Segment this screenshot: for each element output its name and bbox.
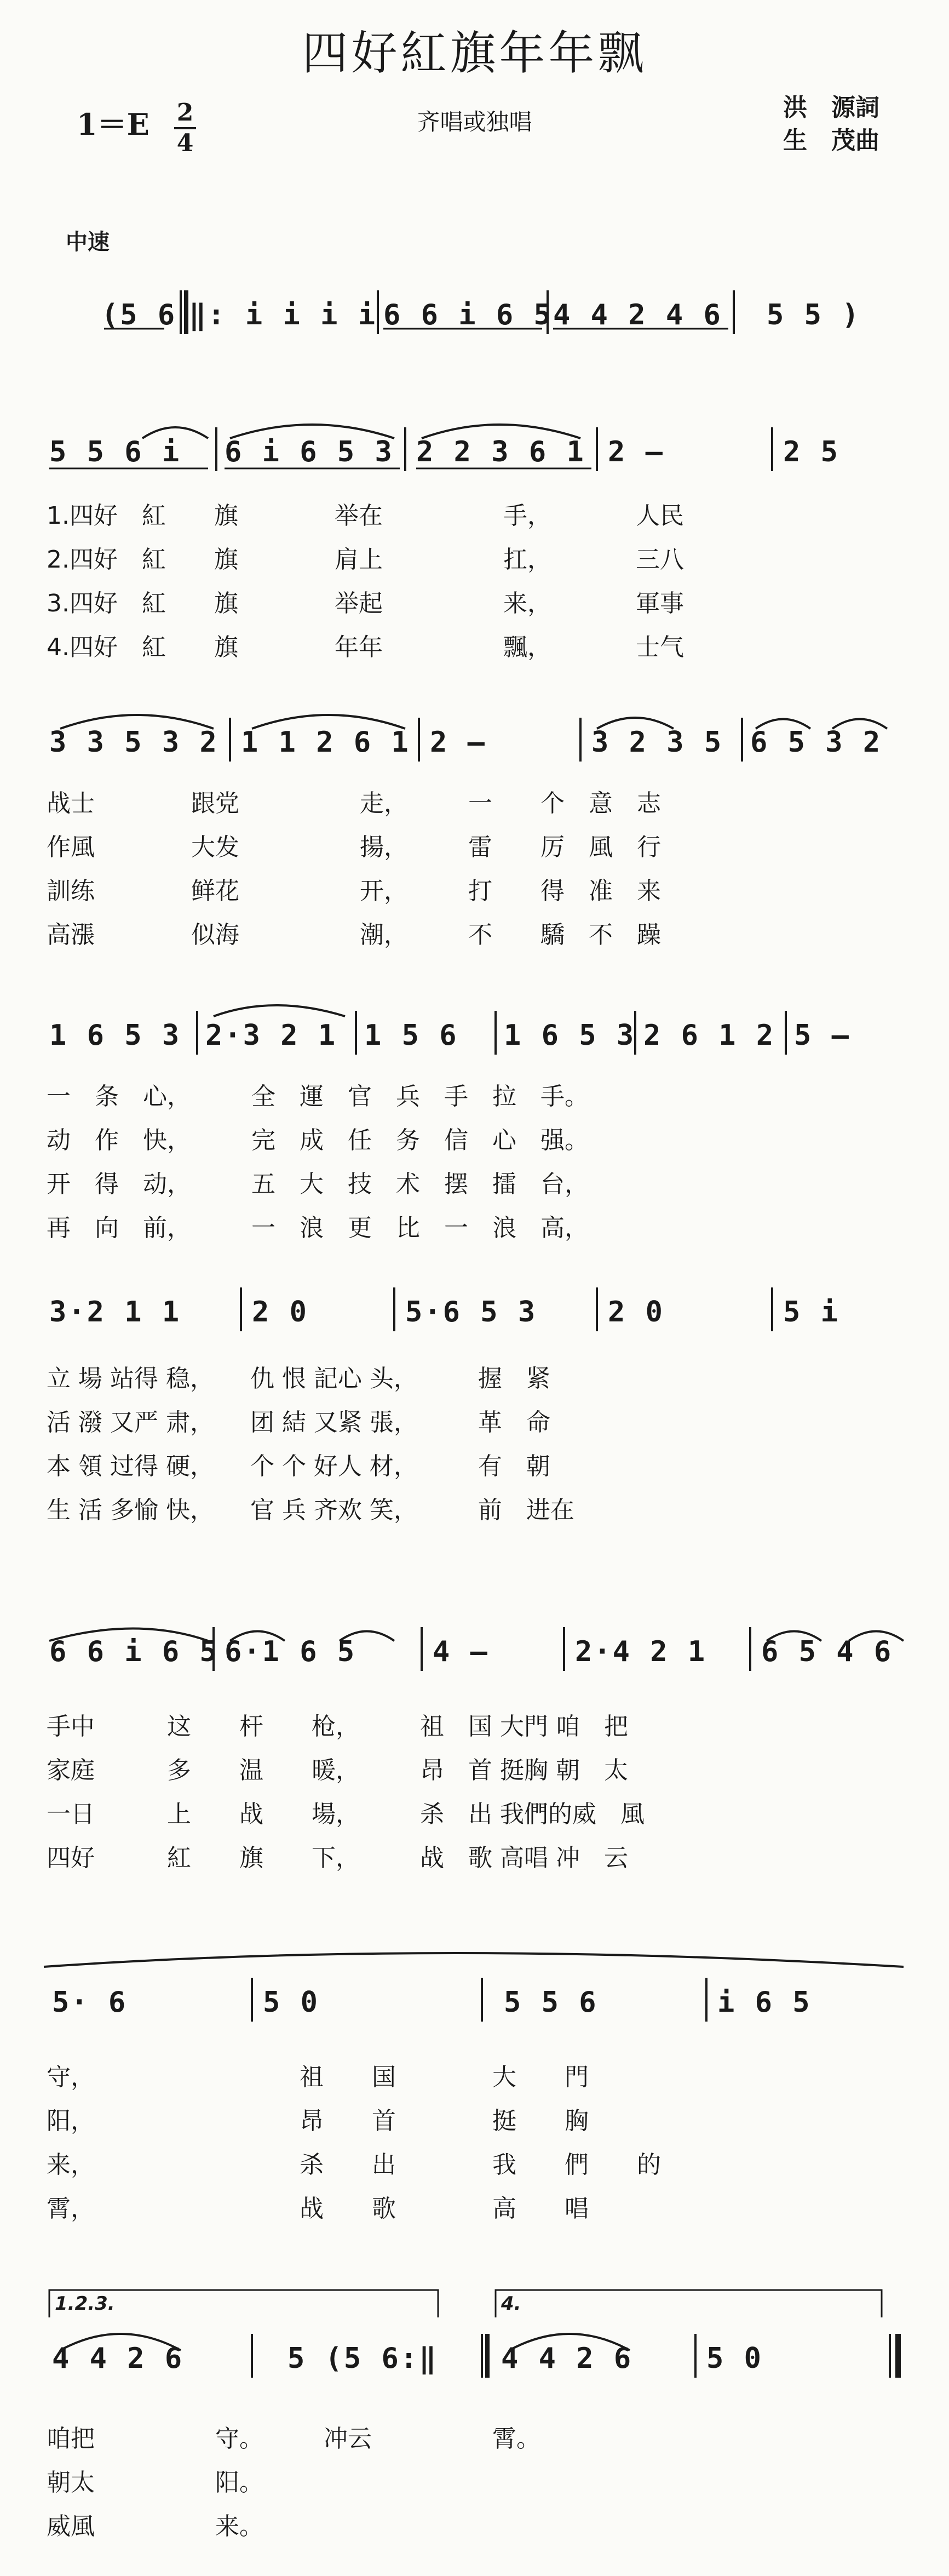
s1-lyric-3: 3.四好 紅 旗 举起 来， 軍事: [47, 589, 684, 617]
s6-measure-2: 5 0: [263, 1986, 319, 2019]
s3-lyric-3: 开 得 动， 五 大 技 术 摆 擂 台，: [47, 1170, 589, 1198]
s5-measure-3: 4 —: [433, 1635, 489, 1668]
s7-lyric-1: 咱把 守。 冲云 霄。: [47, 2425, 540, 2453]
intro-measure-3: 6 6 i 6 5: [383, 299, 553, 331]
s7-lyric-3: 威風 来。: [47, 2512, 263, 2540]
s1-measure-1: 5 5 6 i: [49, 436, 181, 468]
s3-lyric-4: 再 向 前， 一 浪 更 比 一 浪 高，: [47, 1214, 589, 1242]
s7-measure-1: 4 4 2 6: [52, 2342, 184, 2375]
s5-lyric-1: 手中 这 杆 枪， 祖 国 大門 咱 把: [47, 1713, 628, 1741]
s4-lyric-3: 本 領 过得 硬， 个 个 好人 材， 有 朝: [47, 1452, 550, 1480]
s1-measure-5: 2 5: [783, 436, 839, 468]
s2-measure-5: 6 5 3 2: [750, 726, 882, 759]
s1-measure-2: 6 i 6 5 3: [225, 436, 394, 468]
s4-measure-2: 2 0: [252, 1296, 308, 1329]
s3-measure-1: 1 6 5 3: [49, 1019, 181, 1052]
volta-final-ending: 4.: [501, 2293, 521, 2315]
s5-lyric-2: 家庭 多 温 暖， 昂 首 挺胸 朝 太: [47, 1756, 628, 1784]
s6-lyric-4: 霄， 战 歌 高 唱: [47, 2195, 589, 2223]
s3-measure-6: 5 —: [794, 1019, 850, 1052]
s3-measure-2: 2·3 2 1: [205, 1019, 337, 1052]
slur: [214, 1005, 345, 1016]
time-signature-bottom: 4: [176, 129, 194, 157]
time-signature-top: 2: [176, 99, 194, 127]
volta-first-ending: 1.2.3.: [55, 2293, 115, 2315]
s4-measure-1: 3·2 1 1: [49, 1296, 181, 1329]
lyricist-credit: 洪 源詞: [783, 94, 879, 122]
s3-lyric-2: 动 作 快， 完 成 任 务 信 心 强。: [47, 1126, 589, 1154]
s2-measure-4: 3 2 3 5: [591, 726, 723, 759]
intro-measure-5: 5 5 ): [767, 299, 861, 331]
slur: [44, 1953, 904, 1967]
s2-measure-3: 2 —: [430, 726, 486, 759]
s2-lyric-1: 战士 跟党 走， 一 个 意 志: [47, 789, 661, 817]
s6-measure-3: 5 5 6: [504, 1986, 598, 2019]
s6-lyric-3: 来， 杀 出 我 們 的: [47, 2151, 661, 2179]
performance-note: 齐唱或独唱: [417, 108, 532, 135]
s1-lyric-2: 2.四好 紅 旗 肩上 扛， 三八: [47, 546, 684, 574]
s1-lyric-1: 1.四好 紅 旗 举在 手， 人民: [47, 502, 684, 530]
s4-lyric-1: 立 場 站得 稳， 仇 恨 記心 头， 握 紧: [47, 1365, 550, 1393]
s6-lyric-2: 阳， 昂 首 挺 胸: [47, 2107, 589, 2135]
s1-lyric-4: 4.四好 紅 旗 年年 飄， 士气: [47, 633, 684, 661]
s4-measure-5: 5 i: [783, 1296, 839, 1329]
s2-measure-2: 1 1 2 6 1: [241, 726, 410, 759]
volta-bracket-2: [496, 2290, 882, 2317]
s4-lyric-2: 活 潑 又严 肃， 团 結 又紧 張， 革 命: [47, 1409, 550, 1436]
s7-measure-2: 5 (5 6:‖: [287, 2342, 438, 2375]
s3-measure-3: 1 5 6: [364, 1019, 458, 1052]
s4-lyric-4: 生 活 多愉 快， 官 兵 齐欢 笑， 前 进在: [47, 1496, 574, 1524]
s2-lyric-2: 作風 大发 揚， 雷 厉 風 行: [47, 833, 661, 861]
s2-lyric-4: 高漲 似海 潮， 不 驕 不 躁: [47, 921, 661, 949]
composer-credit: 生 茂曲: [783, 127, 879, 154]
tempo-marking: 中速: [66, 230, 110, 255]
s5-measure-2: 6·1 6 5: [225, 1635, 356, 1668]
s3-measure-5: 2 6 1 2: [643, 1019, 775, 1052]
s5-measure-5: 6 5 4 6: [761, 1635, 893, 1668]
s2-measure-1: 3 3 5 3 2: [49, 726, 218, 759]
s6-measure-1: 5· 6: [52, 1986, 128, 2019]
key-signature: 1＝E: [77, 107, 149, 142]
s5-lyric-3: 一日 上 战 場， 杀 出 我們的威 風: [47, 1800, 645, 1828]
s7-measure-3: 4 4 2 6: [501, 2342, 633, 2375]
intro-measure-2: ‖: i i i i: [189, 299, 377, 331]
s3-lyric-1: 一 条 心， 全 運 官 兵 手 拉 手。: [47, 1083, 589, 1110]
s5-lyric-4: 四好 紅 旗 下， 战 歌 高唱 冲 云: [47, 1844, 628, 1872]
s5-measure-1: 6 6 i 6 5: [49, 1635, 218, 1668]
s1-measure-3: 2 2 3 6 1: [416, 436, 585, 468]
song-title: 四好紅旗年年飘: [302, 26, 647, 80]
s6-lyric-1: 守， 祖 国 大 門: [47, 2063, 589, 2091]
intro-measure-4: 4 4 2 4 6: [553, 299, 722, 331]
s3-measure-4: 1 6 5 3: [504, 1019, 636, 1052]
s6-measure-4: i 6 5: [717, 1986, 812, 2019]
intro-measure-1: (5 6: [101, 299, 177, 331]
s7-lyric-2: 朝太 阳。: [47, 2469, 263, 2497]
s4-measure-4: 2 0: [608, 1296, 664, 1329]
s4-measure-3: 5·6 5 3: [405, 1296, 537, 1329]
s2-lyric-3: 訓练 鲜花 开， 打 得 准 来: [47, 877, 661, 905]
s7-measure-4: 5 0: [706, 2342, 763, 2375]
s1-measure-4: 2 —: [608, 436, 664, 468]
s5-measure-4: 2·4 2 1: [575, 1635, 707, 1668]
